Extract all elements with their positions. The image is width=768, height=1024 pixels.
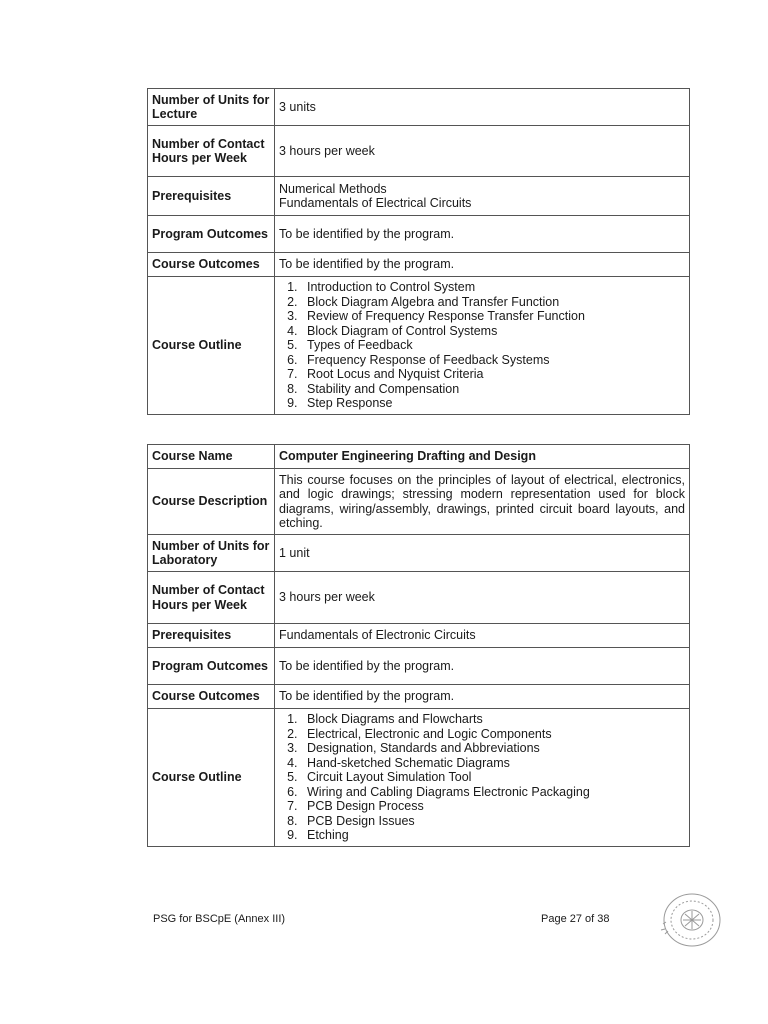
row-label: Program Outcomes <box>148 216 275 253</box>
list-item: 5. Circuit Layout Simulation Tool <box>301 770 685 785</box>
row-value: To be identified by the program. <box>275 216 690 253</box>
row-value: To be identified by the program. <box>275 648 690 685</box>
list-item: 3. Designation, Standards and Abbreviations <box>301 741 685 756</box>
row-value: 3 hours per week <box>275 126 690 177</box>
list-item: 2. Block Diagram Algebra and Transfer Function <box>301 295 685 310</box>
course-description-value: This course focuses on the principles of layout of electrical, electronics, and logic drawings; stressing modern representation used for block diagrams, wiring/assembly, drawings, printed circuit board layouts, and etching. <box>275 469 690 535</box>
table-row <box>148 648 690 685</box>
table-row <box>148 469 690 535</box>
list-item: 7. Root Locus and Nyquist Criteria <box>301 367 685 382</box>
list-item: 2. Electrical, Electronic and Logic Components <box>301 727 685 742</box>
course-outline-list <box>279 712 685 843</box>
course-outline-list <box>279 280 685 411</box>
row-label: Course Outcomes <box>148 253 275 277</box>
row-label: Number of Units for Lecture <box>148 89 275 126</box>
row-label: Prerequisites <box>148 624 275 648</box>
list-item: 8. Stability and Compensation <box>301 382 685 397</box>
table-row <box>148 624 690 648</box>
official-seal-icon <box>655 890 725 950</box>
row-value: 3 hours per week <box>275 572 690 624</box>
table-row <box>148 126 690 177</box>
prerequisite-line: Numerical Methods <box>279 181 387 196</box>
row-label: Number of Contact Hours per Week <box>148 126 275 177</box>
row-label: Course Description <box>148 469 275 535</box>
course-table-2 <box>147 444 690 847</box>
footer-document-label: PSG for BSCpE (Annex III) <box>153 913 286 925</box>
table-row <box>148 277 690 415</box>
row-value: Fundamentals of Electronic Circuits <box>275 624 690 648</box>
table-row <box>148 253 690 277</box>
table-row <box>148 685 690 709</box>
list-item: 6. Frequency Response of Feedback Systems <box>301 353 685 368</box>
list-item: 5. Types of Feedback <box>301 338 685 353</box>
row-label: Number of Contact Hours per Week <box>148 572 275 624</box>
footer-page-number: Page 27 of 38 <box>541 913 610 925</box>
list-item: 9. Step Response <box>301 396 685 411</box>
table-row <box>148 572 690 624</box>
list-item: 6. Wiring and Cabling Diagrams Electronic Packaging <box>301 785 685 800</box>
course-name-value: Computer Engineering Drafting and Design <box>275 445 690 469</box>
list-item: 4. Block Diagram of Control Systems <box>301 324 685 339</box>
row-value <box>275 177 690 216</box>
table-row <box>148 709 690 847</box>
row-value: To be identified by the program. <box>275 685 690 709</box>
prerequisite-line: Fundamentals of Electrical Circuits <box>279 196 472 210</box>
row-label: Program Outcomes <box>148 648 275 685</box>
row-label: Course Name <box>148 445 275 469</box>
list-item: 9. Etching <box>301 828 685 843</box>
list-item: 4. Hand-sketched Schematic Diagrams <box>301 756 685 771</box>
row-value: 3 units <box>275 89 690 126</box>
course-table-1 <box>147 88 690 415</box>
list-item: 1. Block Diagrams and Flowcharts <box>301 712 685 727</box>
list-item: 8. PCB Design Issues <box>301 814 685 829</box>
row-value: 1 unit <box>275 535 690 572</box>
table-row <box>148 177 690 216</box>
table-row <box>148 445 690 469</box>
list-item: 7. PCB Design Process <box>301 799 685 814</box>
table-row <box>148 89 690 126</box>
row-label: Course Outline <box>148 277 275 415</box>
row-value: To be identified by the program. <box>275 253 690 277</box>
list-item: 3. Review of Frequency Response Transfer Function <box>301 309 685 324</box>
table-row <box>148 535 690 572</box>
row-label: Prerequisites <box>148 177 275 216</box>
row-label: Number of Units for Laboratory <box>148 535 275 572</box>
row-value <box>275 277 690 415</box>
list-item: 1. Introduction to Control System <box>301 280 685 295</box>
row-value <box>275 709 690 847</box>
row-label: Course Outline <box>148 709 275 847</box>
row-label: Course Outcomes <box>148 685 275 709</box>
table-row <box>148 216 690 253</box>
